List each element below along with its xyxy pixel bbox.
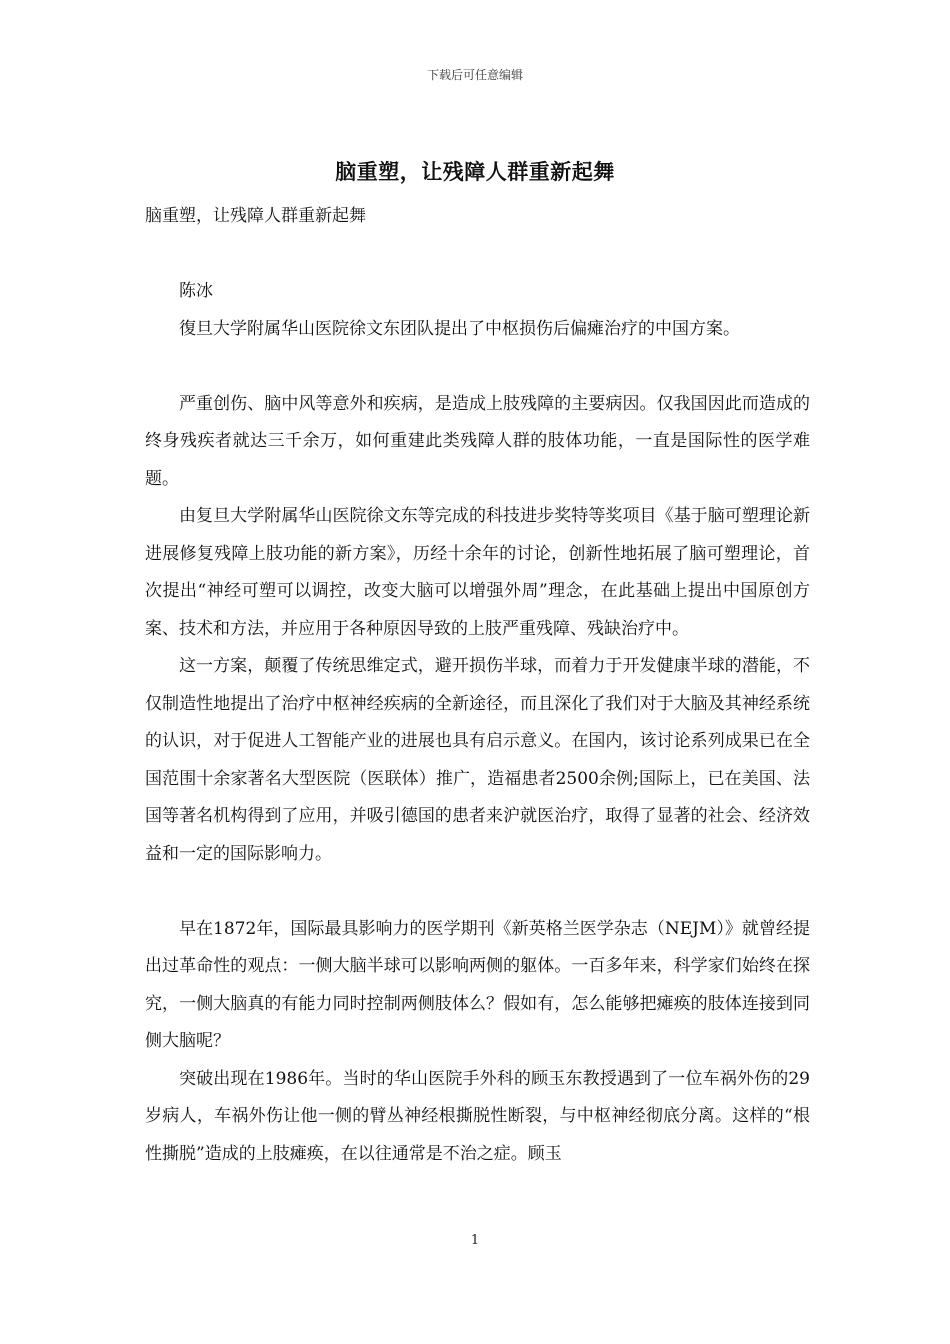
paragraph: 突破出现在1986年。当时的华山医院手外科的顾玉东教授遇到了一位车祸外伤的29岁病人，车祸外伤让他一侧的臂丛神经根撕脱性断裂，与中枢神经彻底分离。这样的“根性撕脱”造成的上肢瘫痪，在以往通常是不治之症。顾玉 xyxy=(145,1068,810,1164)
paragraph: 这一方案，颠覆了传统思维定式，避开损伤半球，而着力于开发健康半球的潜能，不仅制造性地提出了治疗中枢神经疾病的全新途径，而且深化了我们对于大脑及其神经系统的认识，对于促进人工智能产业的进展也具有启示意义。在国内，该讨论系列成果已在全国范围十余家著名大型医院（医联体）推广，造福患者2500余例;国际上，已在美国、法国等著名机构得到了应用，并吸引德国的患者来沪就医治疗，取得了显著的社会、经济效益和一定的国际影响力。 xyxy=(145,656,810,864)
article-author: 陈冰 xyxy=(179,281,213,301)
article-subtitle: 脑重塑，让残障人群重新起舞 xyxy=(145,206,366,226)
paragraph: 早在1872年，国际最具影响力的医学期刊《新英格兰医学杂志（NEJM）》就曾经提出过革命性的观点：一侧大脑半球可以影响两侧的躯体。一百多年来，科学家们始终在探究，一侧大脑真的有能力同时控制两侧肢体么？假如有，怎么能够把瘫痪的肢体连接到同侧大脑呢？ xyxy=(145,918,810,1051)
paragraph: 严重创伤、脑中风等意外和疾病，是造成上肢残障的主要病因。仅我国因此而造成的终身残疾者就达三千余万，如何重建此类残障人群的肢体功能，一直是国际性的医学难题。 xyxy=(145,393,810,489)
page-number: 1 xyxy=(470,1233,480,1248)
paragraph: 由复旦大学附属华山医院徐文东等完成的科技进步奖特等奖项目《基于脑可塑理论新进展修复残障上肢功能的新方案》，历经十余年的讨论，创新性地拓展了脑可塑理论，首次提出“神经可塑可以调控，改变大脑可以增强外周”理念，在此基础上提出中国原创方案、技术和方法，并应用于各种原因导致的上肢严重残障、残缺治疗中。 xyxy=(145,506,810,639)
article-lead: 復旦大学附属华山医院徐文东团队提出了中枢损伤后偏瘫治疗的中国方案。 xyxy=(179,318,740,339)
blank-line xyxy=(145,236,810,274)
blank-line xyxy=(145,873,810,911)
article-title: 脑重塑，让残障人群重新起舞 xyxy=(335,159,615,184)
header-note: 下载后可任意编辑 xyxy=(426,68,523,82)
blank-line xyxy=(145,348,810,386)
article-body xyxy=(145,198,810,1173)
